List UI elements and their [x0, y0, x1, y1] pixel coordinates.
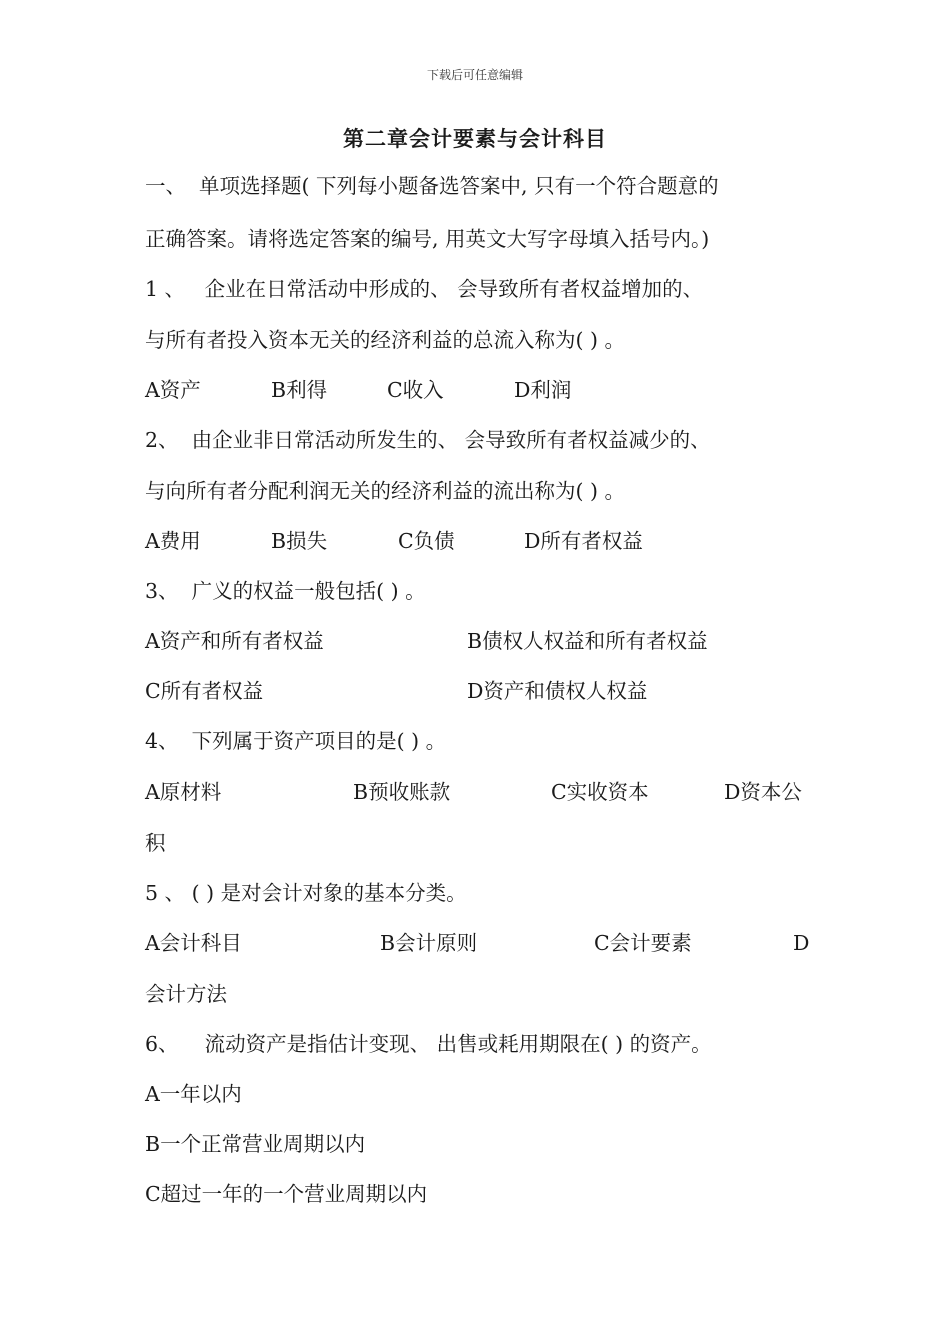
question-1-option-a: A资产 — [145, 378, 201, 402]
question-1-option-d: D利润 — [514, 378, 572, 402]
question-2-option-a: A费用 — [145, 529, 201, 553]
section-heading-line-2: 正确答案。请将选定答案的编号, 用英文大写字母填入括号内。) — [145, 227, 710, 251]
question-4-option-a: A原材料 — [145, 780, 222, 804]
question-4-option-c: C实收资本 — [551, 780, 649, 804]
question-5-option-a: A会计科目 — [145, 931, 242, 955]
question-4-option-b: B预收账款 — [353, 780, 451, 804]
question-5-option-c: C会计要素 — [594, 931, 692, 955]
question-5-stem: 5 、 ( ) 是对会计对象的基本分类。 — [145, 881, 467, 905]
question-3-option-d: D资产和债权人权益 — [467, 679, 648, 703]
question-6-option-b: B一个正常营业周期以内 — [145, 1132, 366, 1156]
question-4-stem: 4、 下列属于资产项目的是( ) 。 — [145, 729, 447, 753]
question-6-option-a: A一年以内 — [145, 1082, 242, 1106]
question-1-option-c: C收入 — [387, 378, 444, 402]
section-heading-line-1: 一、 单项选择题( 下列每小题备选答案中, 只有一个符合题意的 — [145, 174, 719, 198]
chapter-title: 第二章会计要素与会计科目 — [343, 126, 607, 151]
question-4-option-d-wrap: 积 — [145, 831, 166, 855]
question-5-option-b: B会计原则 — [380, 931, 478, 955]
question-3-option-b: B债权人权益和所有者权益 — [467, 629, 708, 653]
question-2-option-b: B损失 — [271, 529, 328, 553]
question-1-option-b: B利得 — [271, 378, 328, 402]
question-3-stem: 3、 广义的权益一般包括( ) 。 — [145, 579, 426, 603]
question-5-option-d: D — [793, 931, 810, 955]
question-1-stem-line-1: 1 、 企业在日常活动中形成的、 会导致所有者权益增加的、 — [145, 277, 704, 301]
page-header: 下载后可任意编辑 — [426, 68, 523, 82]
question-2-option-c: C负债 — [398, 529, 455, 553]
question-6-stem: 6、 流动资产是指估计变现、 出售或耗用期限在( ) 的资产。 — [145, 1032, 712, 1056]
question-2-stem-line-2: 与向所有者分配利润无关的经济利益的流出称为( ) 。 — [145, 479, 626, 503]
question-5-option-d-wrap: 会计方法 — [145, 982, 227, 1006]
question-4-option-d: D资本公 — [724, 780, 802, 804]
question-2-stem-line-1: 2、 由企业非日常活动所发生的、 会导致所有者权益减少的、 — [145, 428, 711, 452]
question-1-stem-line-2: 与所有者投入资本无关的经济利益的总流入称为( ) 。 — [145, 328, 626, 352]
question-3-option-a: A资产和所有者权益 — [145, 629, 324, 653]
question-2-option-d: D所有者权益 — [524, 529, 643, 553]
question-6-option-c: C超过一年的一个营业周期以内 — [145, 1182, 428, 1206]
question-3-option-c: C所有者权益 — [145, 679, 264, 703]
